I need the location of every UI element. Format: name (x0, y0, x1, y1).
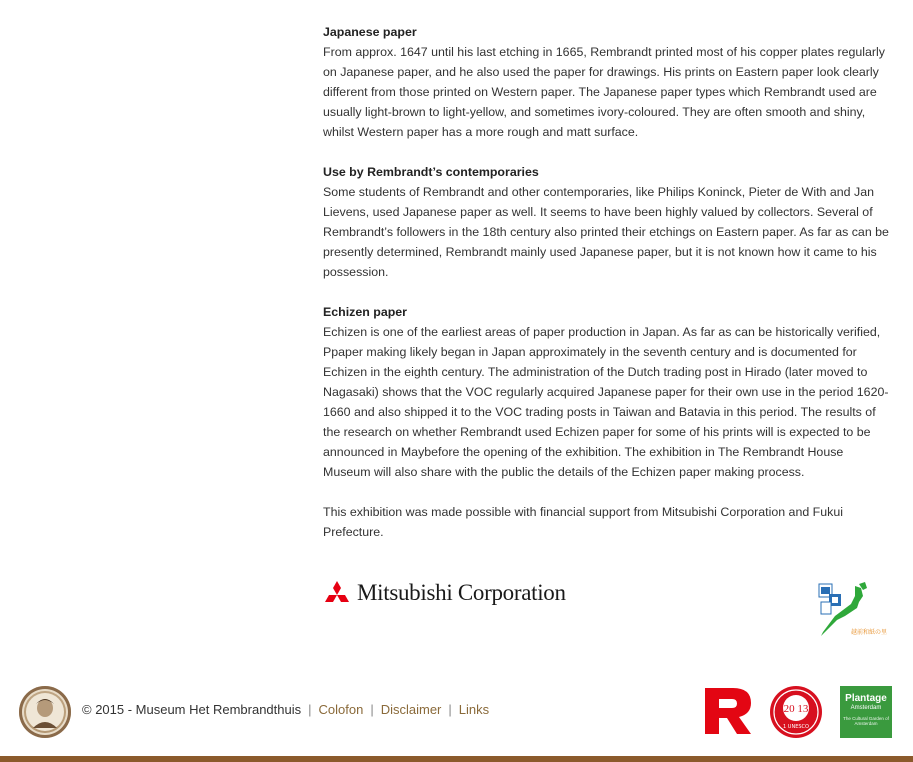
plantage-amsterdam-logo[interactable] (840, 686, 892, 738)
fukui-prefecture-logo (815, 582, 893, 642)
rembrandt-r-logo[interactable] (703, 686, 753, 736)
badge-caption: 1 UNESCO (783, 724, 809, 730)
section-echizen-paper (323, 302, 891, 482)
article-content (323, 22, 891, 542)
fukui-caption: 越前和紙の里 (851, 629, 888, 636)
links-link[interactable]: Links (458, 702, 490, 717)
separator: | (370, 702, 374, 717)
section-contemporaries (323, 162, 891, 282)
bottom-bar (0, 756, 913, 762)
footer (0, 684, 913, 744)
section-body: From approx. 1647 until his last etching in 1665, Rembrandt printed most of his copper plates regularly on Japanese paper, and he also used the paper for drawings. His prints on Eastern paper look clearly different from those printed on Western paper. The Japanese paper types which Rembrandt used are usually light-brown to light-yellow, and sometimes ivory-coloured. They are often smooth and shiny, whilst Western paper has a more rough and matt surface. (323, 45, 886, 139)
disclaimer-link[interactable]: Disclaimer (380, 702, 442, 717)
sponsors-text: This exhibition was made possible with financial support from Mitsubishi Corporation and Fukui Prefecture. (323, 505, 843, 539)
year-2013-badge[interactable] (768, 684, 824, 740)
plantage-title: Plantage (845, 693, 887, 704)
separator: | (448, 702, 452, 717)
museum-seal-logo[interactable] (19, 686, 71, 738)
section-title: Japanese paper (323, 25, 417, 39)
rembrandt-portrait-icon (19, 686, 71, 738)
section-body: Echizen is one of the earliest areas of paper production in Japan. As far as can be historically verified, Ppaper making likely began in Japan approximately in the seventh century and is documented for Echizen in the eighth century. The administration of the Dutch trading post in Hirado (later moved to Nagasaki) shows that the VOC regularly acquired Japanese paper for their own use in the period 1620-1660 and also shipped it to the VOC trading posts in Taiwan and Batavia in this period. The results of the research on whether Rembrandt used Echizen paper for some of his prints will is expected to be announced in Maybefore the opening of the exhibition. The exhibition in The Rembrandt House Museum will also share with the public the details of the Echizen paper making process. (323, 325, 889, 479)
plantage-tagline: The Cultural Garden of Amsterdam (843, 716, 889, 726)
footer-links (82, 702, 489, 717)
mitsubishi-logo (323, 580, 566, 606)
section-title: Echizen paper (323, 305, 408, 319)
copyright-text: © 2015 - Museum Het Rembrandthuis (82, 702, 302, 717)
colofon-link[interactable]: Colofon (318, 702, 364, 717)
section-body: Some students of Rembrandt and other contemporaries, like Philips Koninck, Pieter de With and Jan Lievens, used Japanese paper as well. It seems to have been highly valued by collectors. Several of Rembrandt’s followers in the 18th century also printed their etchings on Eastern paper. As far as can be presently determined, Rembrandt mainly used Japanese paper, but it is not known how it came to his possession. (323, 185, 889, 279)
three-diamonds-icon (323, 581, 351, 606)
plantage-subtitle: Amsterdam (850, 705, 882, 711)
separator: | (308, 702, 312, 717)
section-title: Use by Rembrandt’s contemporaries (323, 165, 539, 179)
mitsubishi-wordmark: Mitsubishi Corporation (357, 580, 566, 605)
badge-year: 20 13 (783, 703, 809, 715)
section-japanese-paper (323, 22, 891, 142)
